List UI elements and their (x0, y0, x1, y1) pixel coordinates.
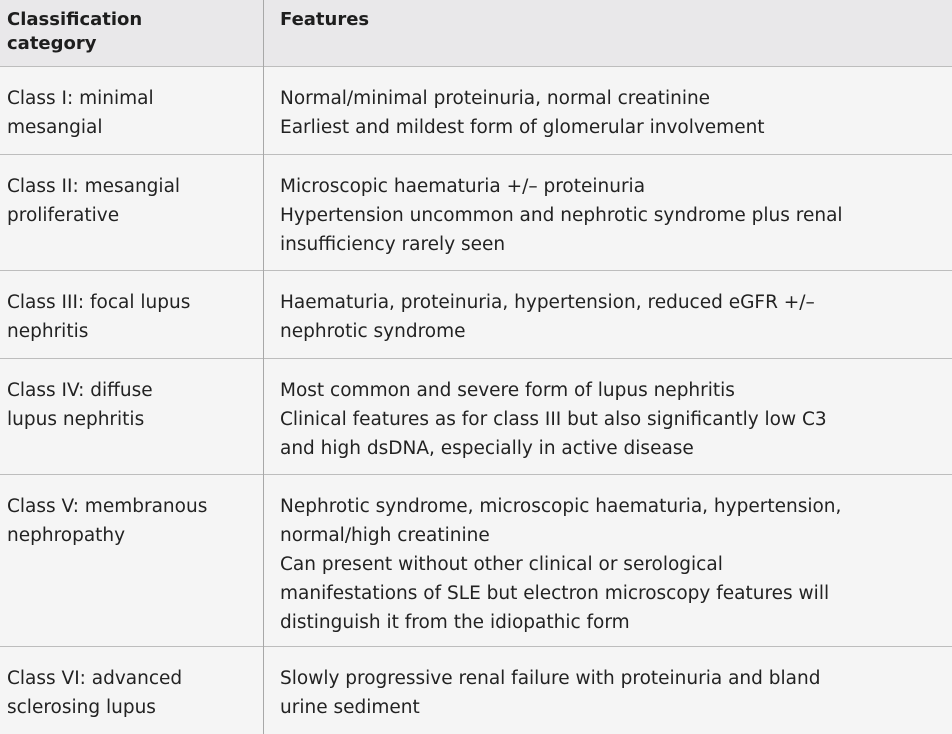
table-header (0, 0, 952, 66)
column-divider (263, 0, 264, 734)
row-category: Class III: focal lupus nephritis (7, 292, 191, 342)
table-row (0, 271, 952, 358)
table-row (0, 359, 952, 474)
row-divider (0, 270, 952, 271)
row-category: Class V: membranous nephropathy (7, 496, 208, 546)
row-features: Normal/minimal proteinuria, normal creatinine Earliest and mildest form of glomerular involvement (280, 88, 765, 138)
table-row (0, 475, 952, 646)
header-features: Features (280, 9, 370, 30)
table-row (0, 67, 952, 154)
row-divider (0, 66, 952, 67)
row-divider (0, 154, 952, 155)
row-features: Slowly progressive renal failure with proteinuria and bland urine sediment (280, 668, 821, 718)
row-features: Nephrotic syndrome, microscopic haematuria, hypertension, normal/high creatinine Can present without other clinical or serological manifestations of SLE but electron microscopy features will distinguish it from the idiopathic form (280, 496, 842, 633)
row-divider (0, 646, 952, 647)
row-category: Class I: minimal mesangial (7, 88, 154, 138)
row-features: Haematuria, proteinuria, hypertension, reduced eGFR +/– nephrotic syndrome (280, 292, 815, 342)
header-category: Classification category (7, 9, 143, 54)
table-row (0, 155, 952, 270)
row-divider (0, 474, 952, 475)
table-row (0, 647, 952, 734)
row-category: Class VI: advanced sclerosing lupus (7, 668, 183, 718)
row-features: Microscopic haematuria +/– proteinuria Hypertension uncommon and nephrotic syndrome plus renal insufficiency rarely seen (280, 176, 843, 255)
row-features: Most common and severe form of lupus nephritis Clinical features as for class III but also significantly low C3 and high dsDNA, especially in active disease (280, 380, 827, 459)
row-category: Class II: mesangial proliferative (7, 176, 181, 226)
row-category: Class IV: diffuse lupus nephritis (7, 380, 153, 430)
row-divider (0, 358, 952, 359)
